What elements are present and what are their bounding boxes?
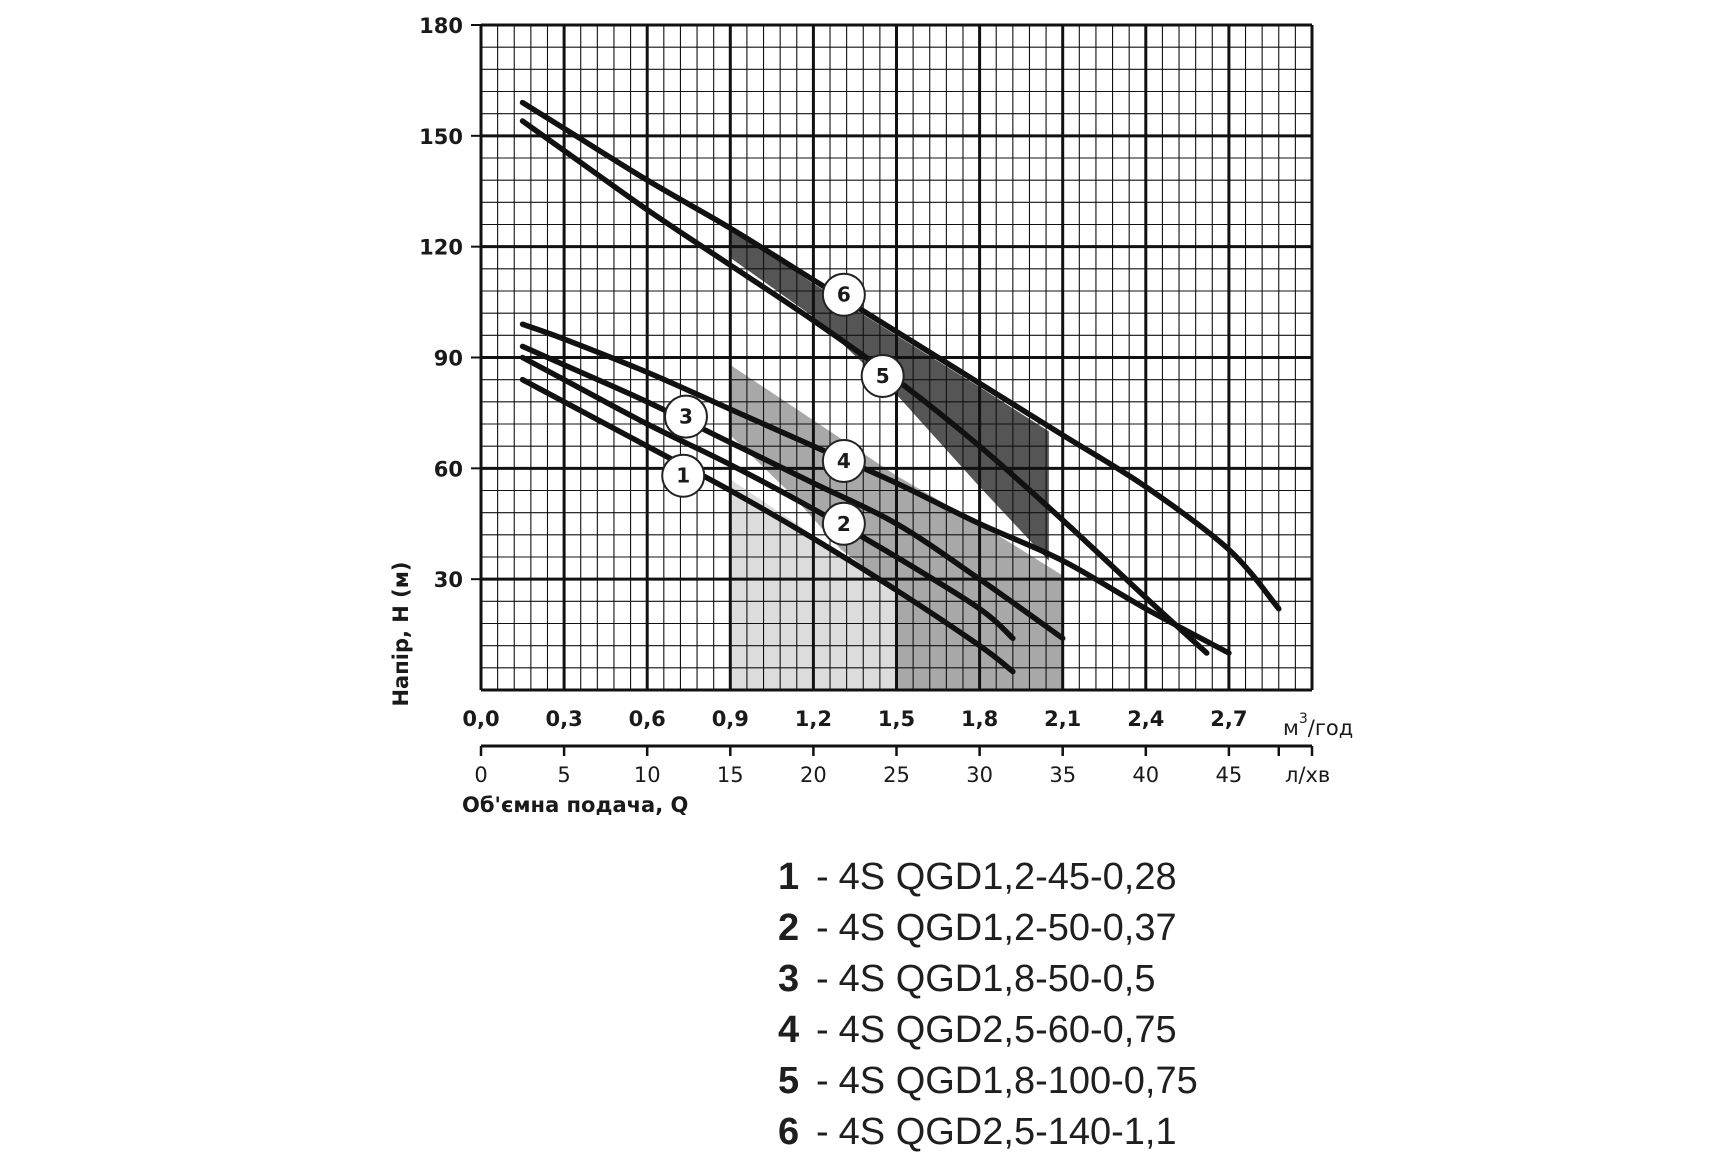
legend-item — [778, 1107, 1198, 1158]
x-primary-tick-label: 2,7 — [1210, 707, 1248, 731]
x-secondary-tick-label: 20 — [800, 763, 827, 787]
curve-label-number: 4 — [836, 448, 851, 473]
legend-item-model: 4S QGD2,5-60-0,75 — [838, 1009, 1177, 1051]
curve-label-number: 2 — [836, 511, 851, 536]
y-tick-label: 60 — [433, 457, 463, 482]
x-secondary-tick-label: 45 — [1215, 763, 1243, 787]
x-secondary-tick-label: 30 — [966, 763, 993, 787]
x-secondary-tick-label: 0 — [474, 763, 488, 787]
y-tick-label: 150 — [419, 124, 463, 149]
x-axis-title: Об'ємна подача, Q — [462, 793, 689, 817]
x-secondary-unit: л/хв — [1285, 763, 1331, 787]
legend-item-separator: - — [816, 856, 829, 898]
legend-item-number: 2 — [778, 907, 800, 949]
legend-item-separator: - — [816, 907, 829, 949]
legend-item-separator: - — [816, 1111, 829, 1153]
x-primary-tick-label: 0,0 — [462, 707, 500, 731]
curve-label-number: 6 — [836, 282, 851, 307]
x-secondary-tick-label: 5 — [557, 763, 571, 787]
legend-item-separator: - — [816, 1060, 829, 1102]
legend-item — [778, 954, 1198, 1005]
legend-item-separator: - — [816, 1009, 829, 1051]
curve-label-number: 3 — [679, 404, 693, 429]
legend-item-model: 4S QGD1,8-50-0,5 — [838, 958, 1156, 1000]
x-secondary-tick-label: 10 — [633, 763, 661, 787]
curve-label-4 — [823, 440, 865, 482]
x-primary-tick-label: 0,3 — [545, 707, 583, 731]
legend-item-number: 4 — [778, 1009, 800, 1051]
legend-item-number: 3 — [778, 958, 800, 1000]
legend — [778, 852, 1198, 1158]
y-tick-label: 90 — [433, 346, 463, 371]
curve-label-number: 5 — [875, 363, 890, 388]
curve-label-5 — [862, 355, 904, 397]
curve-label-2 — [823, 503, 865, 545]
x-primary-unit-base: м — [1283, 716, 1299, 740]
curve-label-6 — [823, 274, 865, 316]
y-axis-title: Напір, H (м) — [389, 561, 413, 707]
legend-item-model: 4S QGD1,8-100-0,75 — [838, 1060, 1198, 1102]
curve-label-3 — [665, 396, 707, 438]
legend-item-model: 4S QGD1,2-50-0,37 — [838, 907, 1177, 949]
legend-item-separator: - — [816, 958, 829, 1000]
x-secondary-tick-label: 35 — [1049, 763, 1077, 787]
legend-item-model: 4S QGD1,2-45-0,28 — [838, 856, 1177, 898]
legend-item-number: 5 — [778, 1060, 800, 1102]
x-primary-unit-sup: 3 — [1298, 711, 1308, 727]
y-tick-label: 30 — [433, 568, 463, 593]
x-primary-tick-label: 1,8 — [960, 707, 999, 731]
x-primary-tick-label: 0,9 — [711, 707, 749, 731]
x-primary-tick-label: 1,5 — [877, 707, 916, 731]
curve-label-number: 1 — [676, 463, 691, 488]
x-primary-tick-label: 0,6 — [628, 707, 666, 731]
legend-item — [778, 852, 1198, 903]
legend-item — [778, 1056, 1198, 1107]
y-tick-label: 120 — [419, 235, 463, 260]
x-secondary-tick-label: 15 — [716, 763, 744, 787]
x-primary-tick-label: 2,4 — [1127, 707, 1165, 731]
legend-item-number: 1 — [778, 856, 800, 898]
curve-label-1 — [662, 455, 704, 497]
legend-item — [778, 903, 1198, 954]
x-primary-tick-label: 1,2 — [794, 707, 833, 731]
y-tick-label: 180 — [419, 14, 463, 38]
x-primary-tick-label: 2,1 — [1044, 707, 1082, 731]
x-primary-unit-tail: /год — [1307, 716, 1354, 740]
legend-item-number: 6 — [778, 1111, 800, 1153]
x-secondary-tick-label: 25 — [883, 763, 910, 787]
x-secondary-tick-label: 40 — [1132, 763, 1160, 787]
x-primary-unit — [1283, 711, 1353, 740]
legend-item-model: 4S QGD2,5-140-1,1 — [838, 1111, 1177, 1153]
legend-item — [778, 1005, 1198, 1056]
